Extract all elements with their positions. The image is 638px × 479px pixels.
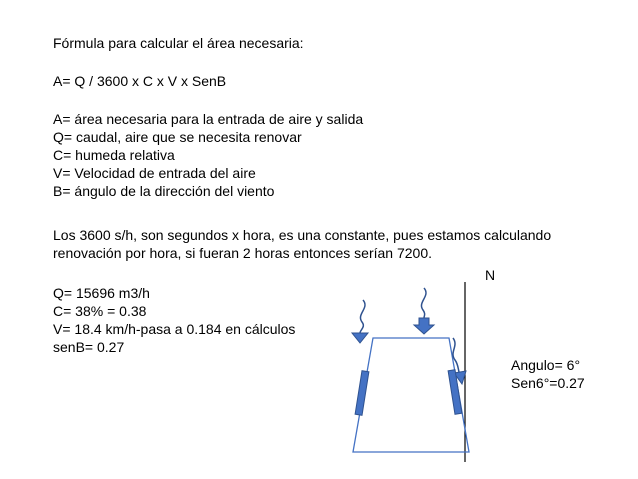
wind-arrow-left xyxy=(352,300,368,343)
note-line-1: Los 3600 s/h, son segundos x hora, es una constante, pues estamos calculando xyxy=(53,227,552,243)
value-q: Q= 15696 m3/h xyxy=(53,285,150,301)
definition-b: B= ángulo de la dirección del viento xyxy=(53,183,275,199)
definition-v: V= Velocidad de entrada del aire xyxy=(53,165,256,181)
formula-expression: A= Q / 3600 x C x V x SenB xyxy=(53,73,227,89)
definition-q: Q= caudal, aire que se necesita renovar xyxy=(53,129,302,145)
value-senb: senB= 0.27 xyxy=(53,339,125,355)
sin-label: Sen6°=0.27 xyxy=(511,375,585,391)
north-label: N xyxy=(485,267,496,283)
value-v: V= 18.4 km/h-pasa a 0.184 en cálculos xyxy=(53,321,296,337)
wind-arrow-middle xyxy=(414,288,434,334)
definition-c: C= humeda relativa xyxy=(53,147,175,163)
angle-label: Angulo= 6° xyxy=(511,357,581,373)
definition-a: A= área necesaria para la entrada de aire y salida xyxy=(53,111,364,127)
formula-heading: Fórmula para calcular el área necesaria: xyxy=(53,35,304,51)
value-c: C= 38% = 0.38 xyxy=(53,303,147,319)
window-panel-left xyxy=(355,371,369,416)
note-line-2: renovación por hora, si fueran 2 horas entonces serían 7200. xyxy=(53,245,433,261)
